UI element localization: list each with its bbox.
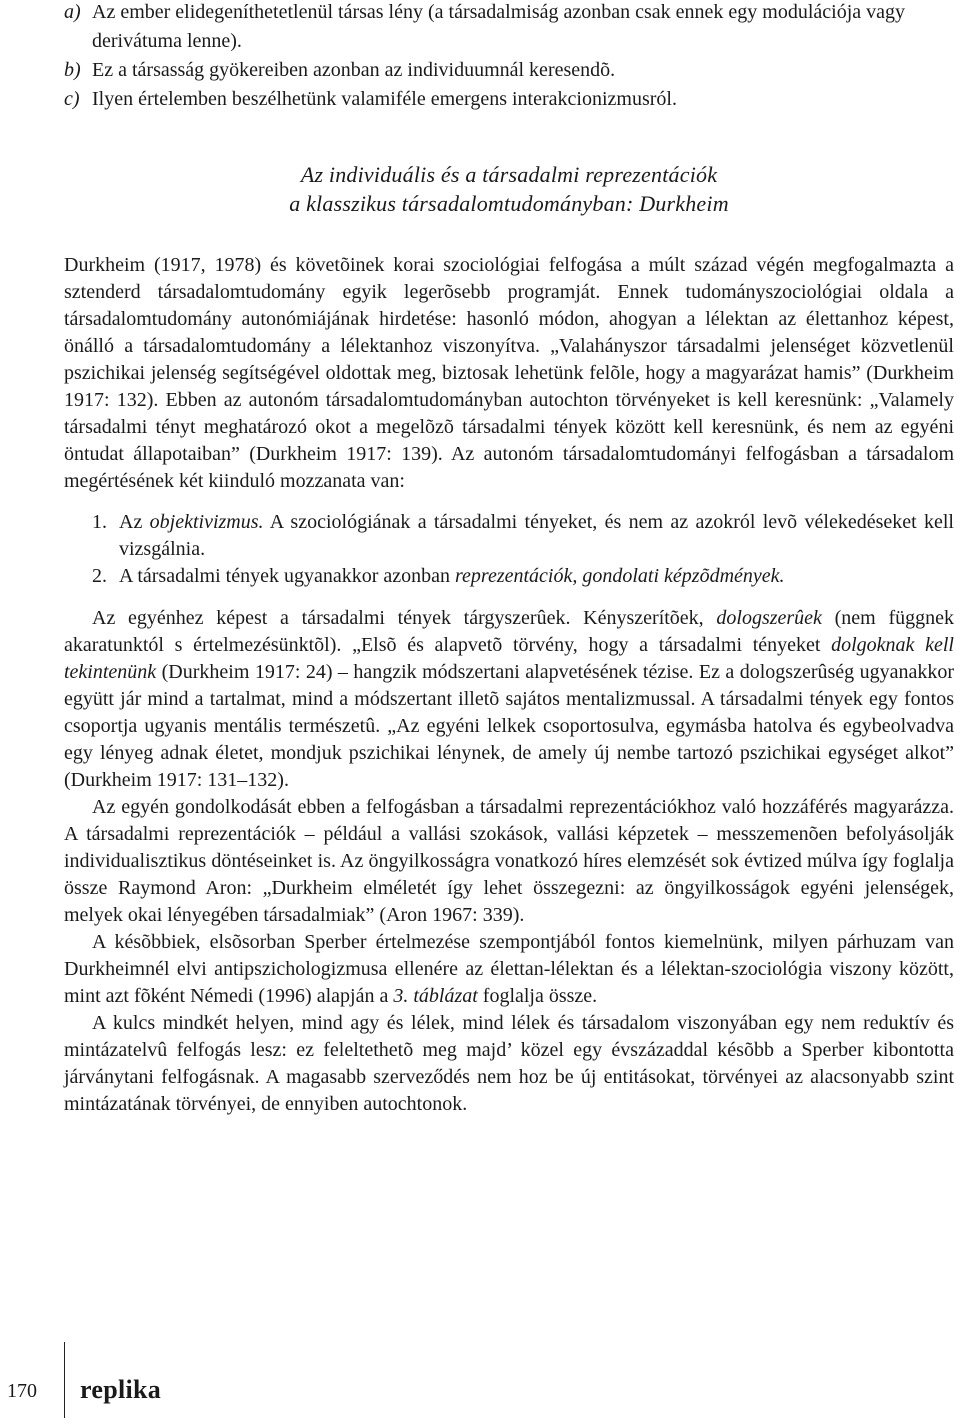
list-item (64, 85, 954, 114)
paragraph: Az egyén gondolkodását ebben a felfogásban a társadalmi reprezentációkhoz való hozzáférés magyarázza. A társadalmi reprezentációk – például a vallási szokások, vallási képzetek – messzemenõen befolyásolják individualisztikus döntéseinket is. Az öngyilkosságra vonatkozó híres elemzését sok évtized múlva így foglalja össze Raymond Aron: „Durkheim elméletét így lehet összegezni: az öngyilkosságok egyéni jelenségek, melyek okai lényegében társadalmiak” (Aron 1967: 339). (64, 796, 954, 926)
page-number: 170 (7, 1380, 37, 1402)
paragraph-text: (nem függnek akaratunktól s értelmezésünktõl). „Elsõ és alapvetõ törvény, hogy a társadalmi tényeket (64, 607, 954, 656)
section-heading-line-1: Az individuális és a társadalmi reprezentációk (300, 162, 718, 187)
list-item-text: Ez a társasság gyökereiben azonban az individuumnál keresendõ. (92, 59, 616, 81)
page (64, 0, 954, 1118)
paragraph (64, 929, 954, 1010)
paragraph-text: Az egyénhez képest a társadalmi tények tárgyszerûek. Kényszerítõek, (92, 607, 717, 629)
emphasis: dologszerûek (716, 607, 822, 629)
list-item-label: c) (64, 88, 80, 110)
numbered-item-text: Az (119, 511, 150, 533)
table-reference: 3. táblázat (393, 985, 478, 1007)
numbered-item-emphasis: objektivizmus. (149, 511, 264, 533)
section-heading (64, 160, 954, 218)
numbered-item-number: 1. (92, 511, 107, 533)
paragraph (64, 605, 954, 794)
numbered-item-number: 2. (92, 565, 107, 587)
footer-divider (64, 1342, 65, 1418)
paragraph-text: (Durkheim 1917: 24) – hangzik módszertani alapvetésének tézise. Ez a dologszerûség ugyanakkor együtt jár mind a tartalmat, mind a módszertant illetõ sajátos mentalizmussal. A társadalmi tények egy fontos csoportja ugyanis mentális természetû. „Az egyéni lelkek csoportosulva, egymásba hatolva és egybeolvadva egy lényeg adnak életet, mondjuk pszichikai lénynek, de amely új nembe tartozó pszichikai egységet alkot” (Durkheim 1917: 131–132). (64, 661, 954, 791)
numbered-item (64, 509, 954, 563)
list-item-label: a) (64, 1, 81, 23)
numbered-list (64, 509, 954, 590)
journal-logo: replika (80, 1375, 162, 1404)
numbered-item-emphasis: reprezentációk, gondolati képzõdmények. (455, 565, 785, 587)
intro-list (64, 0, 954, 114)
body-text (64, 252, 954, 1118)
paragraph: Durkheim (1917, 1978) és követõinek korai szociológiai felfogása a múlt század végén megfogalmazta a sztenderd társadalomtudomány egyik legerõsebb programját. Ennek tudományszociológiai oldala a társadalomtudomány autonómiájának hirdetése: hasonló módon, ahogyan a lélektan az élettanhoz képest, önálló a társadalomtudomány a lélektanhoz viszonyítva. „Valahányszor társadalmi jelenséget közvetlenül pszichikai jelenség segítségével oldottak meg, biztosak lehetünk felõle, hogy a magyarázat hamis” (Durkheim 1917: 132). Ebben az autonóm társadalomtudományban autochton törvényeket is kell keresnünk: „Valamely társadalmi tényt meghatározó okot a megelõzõ társadalmi tények között kell keresnünk, és nem az egyéni öntudat állapotaiban” (Durkheim 1917: 139). Az autonóm társadalomtudományi felfogásban a társadalom megértésének két kiinduló mozzanata van: (64, 254, 954, 492)
list-item (64, 0, 954, 56)
paragraph-text: foglalja össze. (477, 985, 598, 1007)
paragraph-text: A késõbbiek, elsõsorban Sperber értelmezése szempontjából fontos kiemelnünk, milyen párhuzam van Durkheimnél elvi antipszichologizmusa ellenére az élettan-lélektan és a lélektan-szociológia viszony között, mint azt fõként Némedi (1996) alapján a (64, 931, 954, 1007)
list-item (64, 56, 954, 85)
emphasis: dolgoknak kell tekintenünk (64, 634, 954, 683)
numbered-item-text: A szociológiának a társadalmi tényeket, és nem az azokról levõ vélekedéseket kell vizsgálnia. (119, 511, 954, 560)
numbered-item (64, 563, 954, 590)
list-item-text: Ilyen értelemben beszélhetünk valamiféle emergens interakcionizmusról. (92, 88, 677, 110)
section-heading-line-2: a klasszikus társadalomtudományban: Durkheim (289, 191, 729, 216)
list-item-label: b) (64, 59, 81, 81)
paragraph: A kulcs mindkét helyen, mind agy és lélek, mind lélek és társadalom viszonyában egy nem reduktív és mintázatelvû felfogás lesz: ez feleltethetõ meg majd’ közel egy évszázaddal késõbb a Sperber kibontotta járványtani felfogásnak. A magasabb szerveződés nem hoz be új entitásokat, törvényei az alacsonyabb szint mintázatának törvényei, de ennyiben autochtonok. (64, 1012, 954, 1115)
numbered-item-text: A társadalmi tények ugyanakkor azonban (119, 565, 455, 587)
list-item-text: Az ember elidegeníthetetlenül társas lény (a társadalmiság azonban csak ennek egy modulációja vagy derivátuma lenne). (92, 1, 906, 52)
